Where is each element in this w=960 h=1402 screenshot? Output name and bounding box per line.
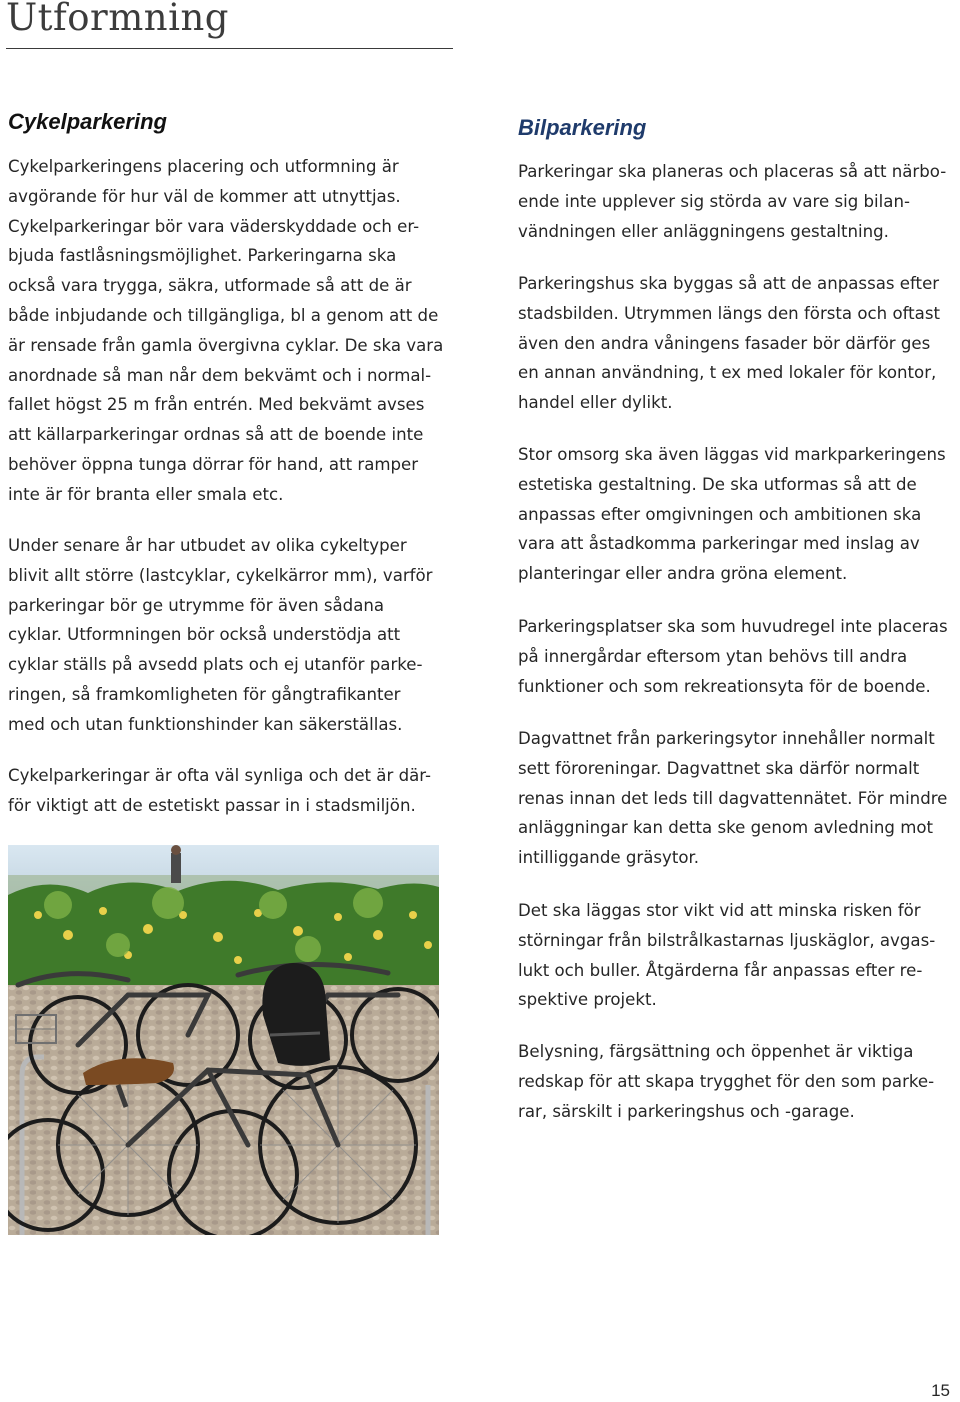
bil-paragraph-3: Stor omsorg ska även läggas vid markparkeringens estetiska gestaltning. De ska utformas så att de anpassas efter omgivningen och ambitionen ska vara att åstadkomma parkeringar med inslag av planteringar eller andra gröna element. bbox=[518, 445, 946, 584]
bil-paragraph-1: Parkeringar ska planeras och placeras så att närbo- ende inte upplever sig störda av vare sig bilan- vändningen eller anläggningens gestaltning. bbox=[518, 162, 947, 241]
page-number: 15 bbox=[931, 1381, 950, 1400]
section-heading-cykelparkering: Cykelparkering bbox=[8, 109, 167, 134]
bicycle-parking-photo bbox=[8, 845, 439, 1235]
bil-paragraph-7: Belysning, färgsättning och öppenhet är viktiga redskap för att skapa trygghet för den som parke- rar, särskilt i parkeringshus och -garage. bbox=[518, 1042, 935, 1121]
page-title: Utformning bbox=[6, 0, 229, 39]
bil-paragraph-5: Dagvattnet från parkeringsytor innehåller normalt sett föroreningar. Dagvattnet ska därför normalt renas innan det leds till dagvattennätet. För mindre anläggningar kan detta ske genom avledning mot intilliggande gräsytor. bbox=[518, 729, 948, 868]
bil-paragraph-2: Parkeringshus ska byggas så att de anpassas efter stadsbilden. Utrymmen längs den första och oftast även den andra våningens fasader bör därför ges en annan användning, t ex med lokaler för kontor, handel eller dylikt. bbox=[518, 274, 940, 413]
bil-paragraph-6: Det ska läggas stor vikt vid att minska risken för störningar från bilstrålkastarnas ljuskäglor, avgas- lukt och buller. Åtgärderna får anpassas efter re- spektive projekt. bbox=[518, 901, 936, 1010]
section-heading-bilparkering: Bilparkering bbox=[518, 115, 647, 140]
bil-paragraph-4: Parkeringsplatser ska som huvudregel inte placeras på innergårdar eftersom ytan behövs till andra funktioner och som rekreationsyta för de boende. bbox=[518, 617, 948, 696]
cykel-paragraph-2: Under senare år har utbudet av olika cykeltyper blivit allt större (lastcyklar, cykelkärror mm), varför parkeringar bör ge utrymme för även sådana cyklar. Utformningen bör också understödja att cyklar ställs på avsedd plats och ej utanför parke- ringen, så framkomligheten för gångtrafikanter med och utan funktionshinder kan säkerställas. bbox=[8, 536, 433, 734]
title-rule bbox=[6, 48, 453, 49]
cykel-paragraph-3: Cykelparkeringar är ofta väl synliga och det är där- för viktigt att de estetiskt passar in i stadsmiljön. bbox=[8, 766, 432, 815]
cykel-paragraph-1: Cykelparkeringens placering och utformning är avgörande för hur väl de kommer att utnyttjas. Cykelparkeringar bör vara väderskyddade och er- bjuda fastlåsningsmöjlighet. Parkeringarna ska också vara trygga, säkra, utformade så att de är både inbjudande och tillgängliga, bl a genom att de är rensade från gamla övergivna cyklar. De ska vara anordnade så man når dem bekvämt och i normal- fallet högst 25 m från entrén. Med bekvämt avses att källarparkeringar ordnas så att de boende inte behöver öppna tunga dörrar för hand, att ramper inte är för branta eller smala etc. bbox=[8, 157, 444, 504]
